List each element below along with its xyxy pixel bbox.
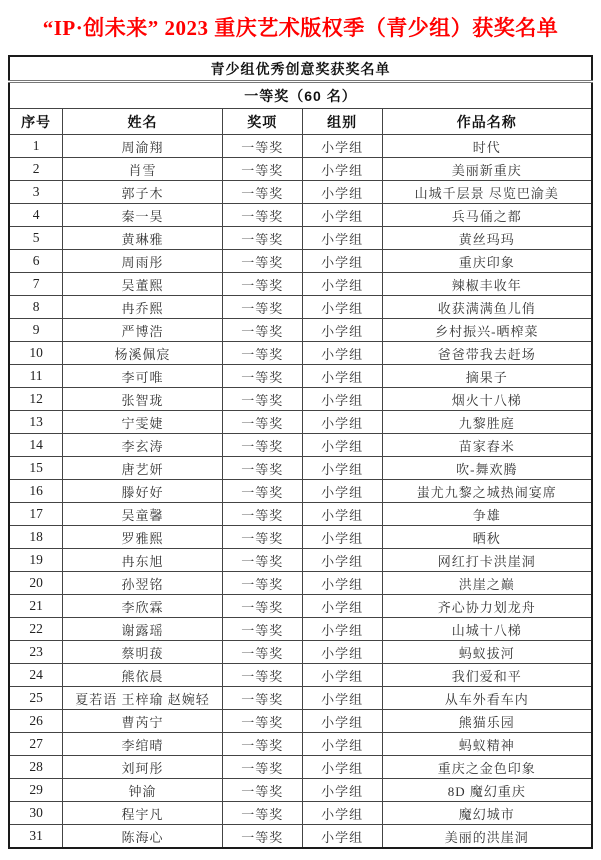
cell-winner-name: 熊依晨 [63,664,223,687]
cell-serial-number: 20 [9,572,63,595]
cell-group: 小学组 [302,825,382,849]
cell-award-tier: 一等奖 [222,158,302,181]
cell-work-title: 网红打卡洪崖洞 [382,549,592,572]
cell-group: 小学组 [302,204,382,227]
cell-serial-number: 31 [9,825,63,849]
table-tier-title: 一等奖（60 名） [9,82,592,109]
cell-serial-number: 28 [9,756,63,779]
table-body [9,135,592,849]
cell-winner-name: 杨溪佩宸 [63,342,223,365]
cell-work-title: 时代 [382,135,592,158]
table-row [9,687,592,710]
cell-work-title: 美丽新重庆 [382,158,592,181]
cell-winner-name: 黄琳雅 [63,227,223,250]
cell-award-tier: 一等奖 [222,802,302,825]
cell-award-tier: 一等奖 [222,526,302,549]
cell-work-title: 爸爸带我去赶场 [382,342,592,365]
cell-group: 小学组 [302,733,382,756]
table-row [9,756,592,779]
cell-serial-number: 26 [9,710,63,733]
cell-award-tier: 一等奖 [222,181,302,204]
table-row [9,181,592,204]
cell-award-tier: 一等奖 [222,227,302,250]
cell-winner-name: 周渝翔 [63,135,223,158]
cell-award-tier: 一等奖 [222,687,302,710]
cell-award-tier: 一等奖 [222,365,302,388]
cell-serial-number: 6 [9,250,63,273]
document-page [0,13,601,849]
table-row [9,802,592,825]
cell-winner-name: 冉东旭 [63,549,223,572]
award-table [8,55,593,849]
cell-award-tier: 一等奖 [222,250,302,273]
cell-serial-number: 15 [9,457,63,480]
cell-work-title: 九黎胜庭 [382,411,592,434]
table-row [9,618,592,641]
cell-work-title: 黄丝玛玛 [382,227,592,250]
tier-title-row [9,82,592,109]
table-row [9,434,592,457]
cell-award-tier: 一等奖 [222,204,302,227]
cell-work-title: 8D 魔幻重庆 [382,779,592,802]
cell-group: 小学组 [302,434,382,457]
cell-winner-name: 李玄涛 [63,434,223,457]
cell-work-title: 辣椒丰收年 [382,273,592,296]
cell-group: 小学组 [302,641,382,664]
cell-work-title: 蚩尤九黎之城热闹宴席 [382,480,592,503]
cell-winner-name: 严博浩 [63,319,223,342]
cell-award-tier: 一等奖 [222,756,302,779]
cell-work-title: 蚂蚁拔河 [382,641,592,664]
cell-group: 小学组 [302,572,382,595]
cell-winner-name: 吴董熙 [63,273,223,296]
cell-serial-number: 22 [9,618,63,641]
cell-work-title: 熊猫乐园 [382,710,592,733]
cell-group: 小学组 [302,779,382,802]
column-header-work: 作品名称 [382,109,592,135]
cell-winner-name: 滕好好 [63,480,223,503]
cell-winner-name: 李可唯 [63,365,223,388]
cell-group: 小学组 [302,135,382,158]
table-row [9,526,592,549]
cell-award-tier: 一等奖 [222,664,302,687]
table-row [9,549,592,572]
cell-award-tier: 一等奖 [222,342,302,365]
cell-serial-number: 25 [9,687,63,710]
cell-serial-number: 19 [9,549,63,572]
cell-award-tier: 一等奖 [222,319,302,342]
cell-serial-number: 10 [9,342,63,365]
cell-winner-name: 蔡明菝 [63,641,223,664]
table-row [9,480,592,503]
cell-group: 小学组 [302,618,382,641]
cell-group: 小学组 [302,664,382,687]
cell-winner-name: 刘珂彤 [63,756,223,779]
cell-award-tier: 一等奖 [222,779,302,802]
cell-work-title: 争雄 [382,503,592,526]
cell-work-title: 美丽的洪崖洞 [382,825,592,849]
cell-award-tier: 一等奖 [222,825,302,849]
section-title-row [9,56,592,82]
cell-group: 小学组 [302,710,382,733]
cell-winner-name: 陈海心 [63,825,223,849]
cell-group: 小学组 [302,273,382,296]
cell-award-tier: 一等奖 [222,457,302,480]
table-row [9,158,592,181]
cell-group: 小学组 [302,756,382,779]
cell-award-tier: 一等奖 [222,273,302,296]
cell-group: 小学组 [302,457,382,480]
cell-group: 小学组 [302,595,382,618]
cell-award-tier: 一等奖 [222,618,302,641]
cell-serial-number: 3 [9,181,63,204]
cell-serial-number: 16 [9,480,63,503]
cell-award-tier: 一等奖 [222,411,302,434]
cell-work-title: 摘果子 [382,365,592,388]
cell-group: 小学组 [302,802,382,825]
cell-serial-number: 18 [9,526,63,549]
cell-serial-number: 9 [9,319,63,342]
column-header-name: 姓名 [63,109,223,135]
cell-serial-number: 27 [9,733,63,756]
cell-winner-name: 钟渝 [63,779,223,802]
cell-group: 小学组 [302,365,382,388]
cell-serial-number: 5 [9,227,63,250]
cell-award-tier: 一等奖 [222,641,302,664]
cell-group: 小学组 [302,342,382,365]
cell-winner-name: 曹芮宁 [63,710,223,733]
cell-work-title: 魔幻城市 [382,802,592,825]
cell-award-tier: 一等奖 [222,434,302,457]
cell-work-title: 山城十八梯 [382,618,592,641]
column-header-row [9,109,592,135]
table-section-title: 青少组优秀创意奖获奖名单 [9,56,592,82]
cell-winner-name: 程宇凡 [63,802,223,825]
cell-award-tier: 一等奖 [222,503,302,526]
table-row [9,319,592,342]
cell-winner-name: 谢露瑶 [63,618,223,641]
cell-serial-number: 30 [9,802,63,825]
cell-group: 小学组 [302,181,382,204]
cell-award-tier: 一等奖 [222,135,302,158]
table-row [9,641,592,664]
cell-group: 小学组 [302,158,382,181]
cell-work-title: 山城千层景 尽览巴渝美 [382,181,592,204]
cell-winner-name: 周雨彤 [63,250,223,273]
cell-group: 小学组 [302,411,382,434]
table-row [9,411,592,434]
cell-award-tier: 一等奖 [222,733,302,756]
cell-winner-name: 孙翌铭 [63,572,223,595]
cell-serial-number: 11 [9,365,63,388]
cell-serial-number: 8 [9,296,63,319]
cell-award-tier: 一等奖 [222,710,302,733]
page-title: “IP·创未来” 2023 重庆艺术版权季（青少组）获奖名单 [42,16,559,40]
column-header-group: 组别 [302,109,382,135]
cell-serial-number: 2 [9,158,63,181]
cell-work-title: 吹-舞欢腾 [382,457,592,480]
table-row [9,388,592,411]
cell-winner-name: 肖雪 [63,158,223,181]
table-header [9,56,592,135]
table-row [9,135,592,158]
cell-group: 小学组 [302,503,382,526]
cell-group: 小学组 [302,687,382,710]
cell-winner-name: 唐艺妍 [63,457,223,480]
table-row [9,595,592,618]
table-row [9,825,592,849]
cell-serial-number: 14 [9,434,63,457]
cell-winner-name: 秦一昊 [63,204,223,227]
cell-group: 小学组 [302,250,382,273]
cell-serial-number: 21 [9,595,63,618]
cell-winner-name: 夏若语 王梓瑜 赵婉轻 [63,687,223,710]
table-row [9,664,592,687]
column-header-no: 序号 [9,109,63,135]
cell-group: 小学组 [302,526,382,549]
cell-winner-name: 李绾晴 [63,733,223,756]
table-row [9,227,592,250]
cell-winner-name: 冉乔熙 [63,296,223,319]
cell-serial-number: 4 [9,204,63,227]
cell-work-title: 兵马俑之都 [382,204,592,227]
cell-winner-name: 李欣霖 [63,595,223,618]
cell-serial-number: 17 [9,503,63,526]
cell-work-title: 苗家舂米 [382,434,592,457]
cell-work-title: 晒秋 [382,526,592,549]
table-row [9,273,592,296]
cell-winner-name: 罗雅熙 [63,526,223,549]
cell-serial-number: 13 [9,411,63,434]
cell-award-tier: 一等奖 [222,388,302,411]
cell-work-title: 齐心协力划龙舟 [382,595,592,618]
cell-winner-name: 吴童馨 [63,503,223,526]
table-row [9,204,592,227]
cell-work-title: 洪崖之巅 [382,572,592,595]
cell-group: 小学组 [302,319,382,342]
cell-work-title: 重庆之金色印象 [382,756,592,779]
table-row [9,503,592,526]
cell-serial-number: 1 [9,135,63,158]
cell-winner-name: 宁雯婕 [63,411,223,434]
cell-award-tier: 一等奖 [222,296,302,319]
cell-work-title: 我们爱和平 [382,664,592,687]
table-row [9,457,592,480]
cell-work-title: 乡村振兴-晒榨菜 [382,319,592,342]
cell-winner-name: 郭子木 [63,181,223,204]
cell-group: 小学组 [302,480,382,503]
cell-work-title: 烟火十八梯 [382,388,592,411]
table-row [9,779,592,802]
cell-work-title: 蚂蚁精神 [382,733,592,756]
cell-serial-number: 7 [9,273,63,296]
cell-group: 小学组 [302,549,382,572]
cell-award-tier: 一等奖 [222,549,302,572]
cell-group: 小学组 [302,227,382,250]
cell-work-title: 重庆印象 [382,250,592,273]
table-row [9,710,592,733]
cell-group: 小学组 [302,296,382,319]
cell-work-title: 收获满满鱼儿俏 [382,296,592,319]
table-row [9,250,592,273]
table-row [9,342,592,365]
cell-award-tier: 一等奖 [222,480,302,503]
table-row [9,365,592,388]
cell-work-title: 从车外看车内 [382,687,592,710]
cell-serial-number: 23 [9,641,63,664]
cell-serial-number: 12 [9,388,63,411]
cell-award-tier: 一等奖 [222,595,302,618]
cell-group: 小学组 [302,388,382,411]
cell-award-tier: 一等奖 [222,572,302,595]
column-header-award: 奖项 [222,109,302,135]
table-row [9,733,592,756]
cell-serial-number: 29 [9,779,63,802]
table-row [9,572,592,595]
cell-serial-number: 24 [9,664,63,687]
cell-winner-name: 张智珑 [63,388,223,411]
table-row [9,296,592,319]
